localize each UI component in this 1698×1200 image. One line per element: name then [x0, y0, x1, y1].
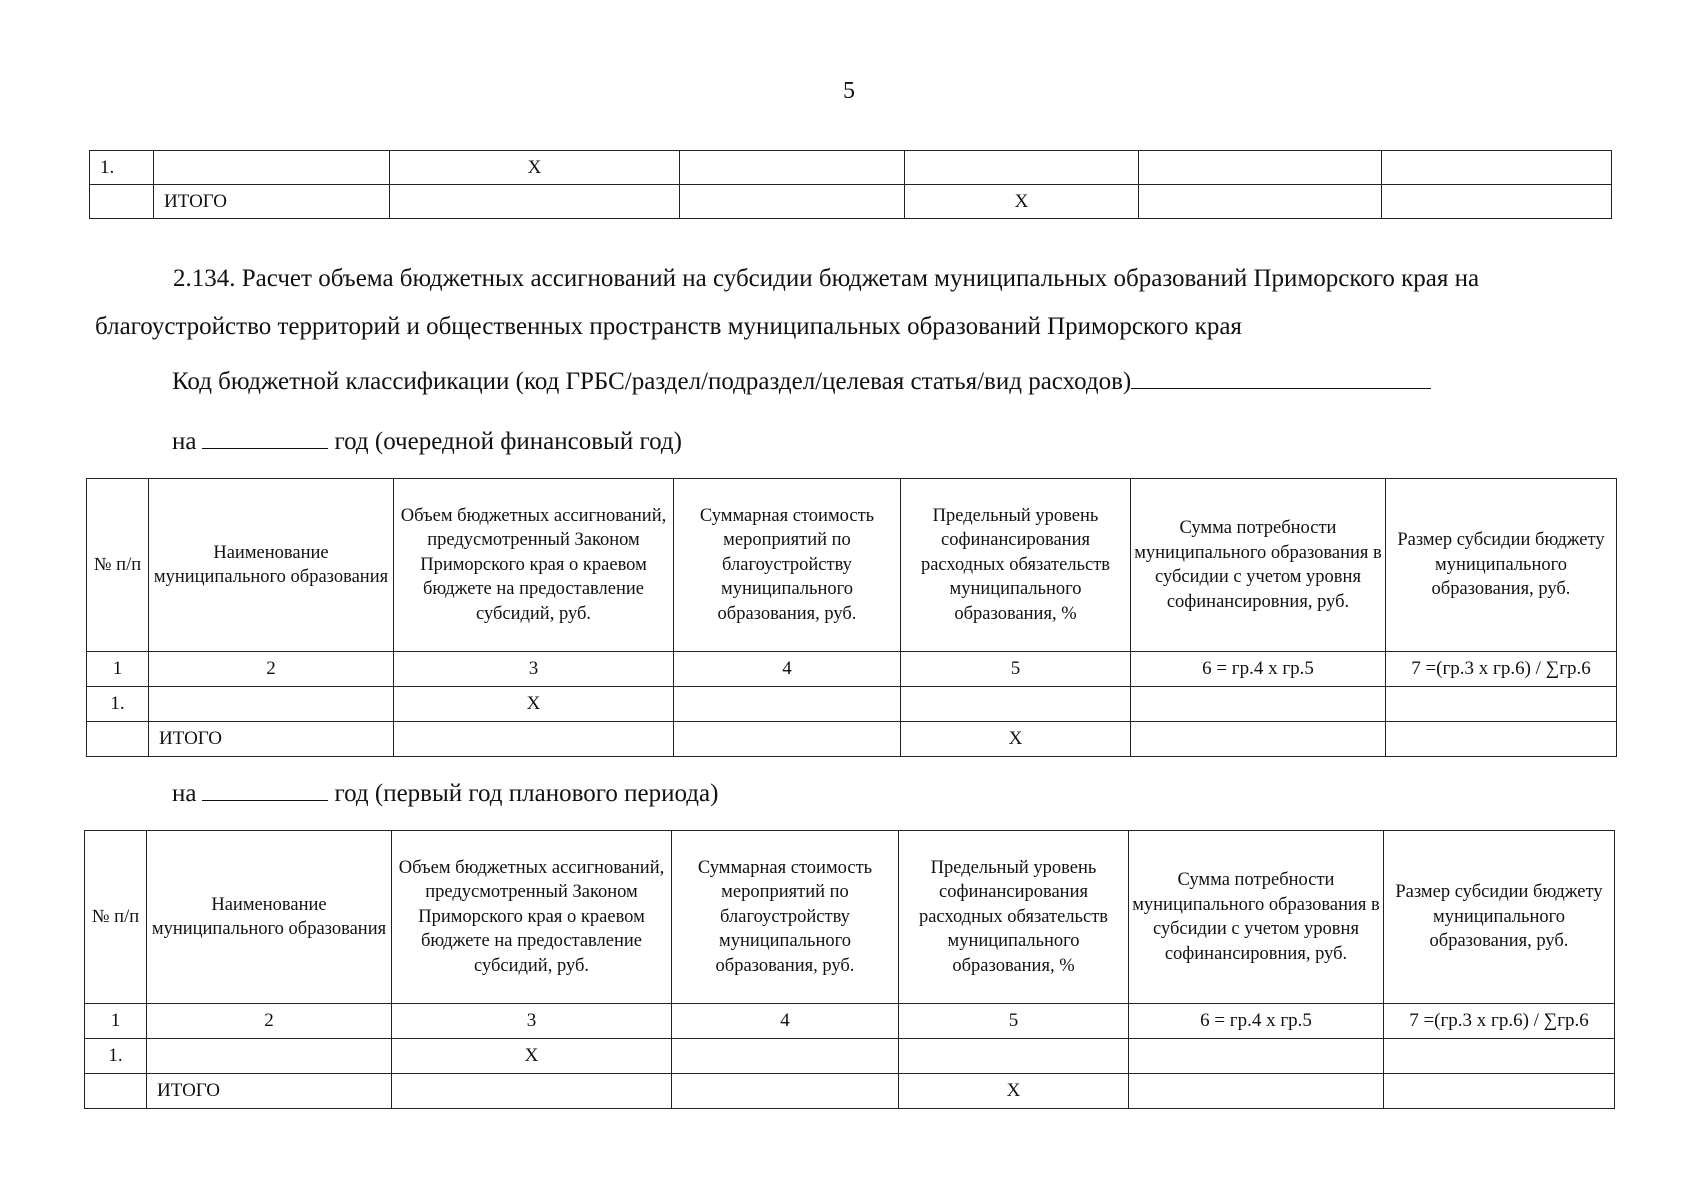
top-table-continuation — [89, 150, 1612, 219]
column-number: 1 — [87, 652, 149, 687]
table-cell — [672, 1074, 899, 1109]
kbk-label: Код бюджетной классификации (код ГРБС/раздел/подраздел/целевая статья/вид расходов) — [172, 368, 1132, 395]
year-blank — [202, 418, 328, 449]
table-row — [85, 1039, 1615, 1074]
table-cell — [905, 151, 1139, 185]
header-cell: Объем бюджетных ассигнований, предусмотренный Законом Приморского края о краевом бюджете на предоставление субсидий, руб. — [394, 479, 674, 652]
table-cell — [149, 687, 394, 722]
table-cell — [1129, 1039, 1384, 1074]
calc-table-current-year — [86, 478, 1617, 757]
column-number: 5 — [899, 1004, 1129, 1039]
header-cell: Размер субсидии бюджету муниципального образования, руб. — [1384, 831, 1615, 1004]
table-cell — [680, 151, 905, 185]
table-cell — [1384, 1039, 1615, 1074]
kbk-line — [172, 358, 1602, 406]
table-row — [90, 151, 1612, 185]
table-cell: X — [901, 722, 1131, 757]
table-cell — [901, 687, 1131, 722]
table-cell: 1. — [90, 151, 154, 185]
table-row-total — [87, 722, 1617, 757]
column-number: 3 — [392, 1004, 672, 1039]
total-label: ИТОГО — [149, 722, 394, 757]
header-cell: Суммарная стоимость мероприятий по благоустройству муниципального образования, руб. — [674, 479, 901, 652]
column-number-row — [87, 652, 1617, 687]
year-blank — [202, 770, 328, 801]
table-cell — [1139, 185, 1382, 219]
column-number: 7 =(гр.3 х гр.6) / ∑гр.6 — [1384, 1004, 1615, 1039]
header-row — [87, 479, 1617, 652]
column-number: 3 — [394, 652, 674, 687]
table-cell — [674, 687, 901, 722]
header-cell: Наименование муниципального образования — [149, 479, 394, 652]
table-cell — [1386, 687, 1617, 722]
table-cell — [390, 185, 680, 219]
header-cell: Предельный уровень софинансирования расходных обязательств муниципального образования, % — [899, 831, 1129, 1004]
table-cell — [1386, 722, 1617, 757]
calc-table-planning-year-1 — [84, 830, 1615, 1109]
table-row — [87, 687, 1617, 722]
table-cell — [394, 722, 674, 757]
table-cell: 1. — [87, 687, 149, 722]
table-cell — [1129, 1074, 1384, 1109]
table-cell: X — [899, 1074, 1129, 1109]
column-number: 4 — [672, 1004, 899, 1039]
table-cell — [1131, 722, 1386, 757]
year-line-1 — [172, 418, 682, 466]
header-cell: Суммарная стоимость мероприятий по благоустройству муниципального образования, руб. — [672, 831, 899, 1004]
header-cell: Сумма потребности муниципального образования в субсидии с учетом уровня софинансировния, руб. — [1131, 479, 1386, 652]
year-line-2 — [172, 770, 718, 818]
year-label: год (первый год планового периода) — [334, 780, 719, 807]
table-cell: X — [394, 687, 674, 722]
table-cell — [899, 1039, 1129, 1074]
kbk-blank — [1131, 358, 1431, 389]
table-cell — [392, 1074, 672, 1109]
table-row-total — [90, 185, 1612, 219]
table-cell: X — [392, 1039, 672, 1074]
page-number: 5 — [843, 78, 855, 104]
column-number: 1 — [85, 1004, 147, 1039]
column-number-row — [85, 1004, 1615, 1039]
header-cell: Объем бюджетных ассигнований, предусмотренный Законом Приморского края о краевом бюджете на предоставление субсидий, руб. — [392, 831, 672, 1004]
table-cell — [87, 722, 149, 757]
column-number: 6 = гр.4 х гр.5 — [1129, 1004, 1384, 1039]
table-cell: X — [390, 151, 680, 185]
table-cell — [85, 1074, 147, 1109]
table-cell — [1131, 687, 1386, 722]
year-prefix: на — [172, 428, 197, 455]
header-cell: Размер субсидии бюджету муниципального образования, руб. — [1386, 479, 1617, 652]
header-cell: Наименование муниципального образования — [147, 831, 392, 1004]
column-number: 2 — [149, 652, 394, 687]
header-row — [85, 831, 1615, 1004]
table-cell — [674, 722, 901, 757]
table-cell — [672, 1039, 899, 1074]
table-cell: 1. — [85, 1039, 147, 1074]
header-cell: Сумма потребности муниципального образования в субсидии с учетом уровня софинансировния, руб. — [1129, 831, 1384, 1004]
table-cell: X — [905, 185, 1139, 219]
column-number: 5 — [901, 652, 1131, 687]
year-prefix: на — [172, 780, 197, 807]
table-row-total — [85, 1074, 1615, 1109]
table-cell — [680, 185, 905, 219]
table-cell — [90, 185, 154, 219]
year-label: год (очередной финансовый год) — [334, 428, 682, 455]
table-cell — [1139, 151, 1382, 185]
column-number: 2 — [147, 1004, 392, 1039]
column-number: 7 =(гр.3 х гр.6) / ∑гр.6 — [1386, 652, 1617, 687]
column-number: 4 — [674, 652, 901, 687]
table-cell — [1384, 1074, 1615, 1109]
header-cell: № п/п — [87, 479, 149, 652]
table-cell — [154, 151, 390, 185]
table-cell — [1382, 185, 1612, 219]
total-label: ИТОГО — [154, 185, 390, 219]
header-cell: Предельный уровень софинансирования расходных обязательств муниципального образования, % — [901, 479, 1131, 652]
table-cell — [1382, 151, 1612, 185]
column-number: 6 = гр.4 х гр.5 — [1131, 652, 1386, 687]
total-label: ИТОГО — [147, 1074, 392, 1109]
header-cell: № п/п — [85, 831, 147, 1004]
table-cell — [147, 1039, 392, 1074]
section-heading: 2.134. Расчет объема бюджетных ассигнований на субсидии бюджетам муниципальных образований Приморского края на благоустройство территорий и общественных пространств муниципальных образований Приморского края — [95, 265, 1480, 340]
